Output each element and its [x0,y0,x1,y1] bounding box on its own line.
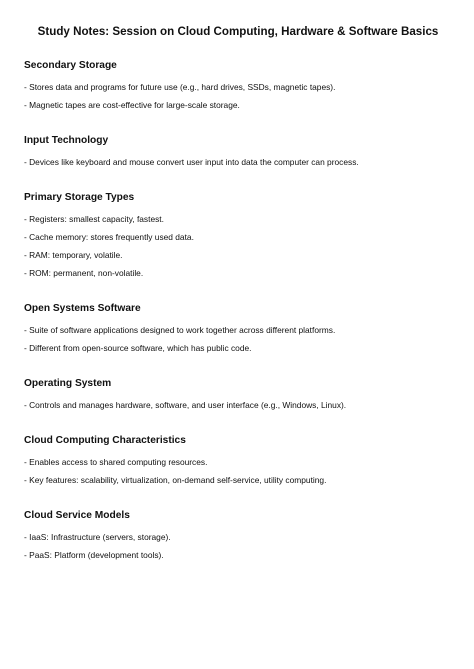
section-heading: Input Technology [24,135,109,146]
section-heading: Cloud Computing Characteristics [24,435,186,446]
section-spacer [24,118,452,134]
list-item: - Registers: smallest capacity, fastest. [24,214,164,224]
page-title: Study Notes: Session on Cloud Computing, Hardware & Software Basics [37,25,439,38]
bullet-list [24,214,452,278]
list-item: - Key features: scalability, virtualization, on-demand self-service, utility computing. [24,475,327,485]
section-operating-system [24,377,452,410]
list-item: - Suite of software applications designed to work together across different platforms. [24,325,336,335]
bullet-list [24,532,452,560]
section-cloud-service-models [24,509,452,560]
section-input-technology [24,134,452,167]
list-item: - Devices like keyboard and mouse convert user input into data the computer can process. [24,157,359,167]
bullet-list [24,457,452,485]
section-open-systems-software [24,302,452,353]
list-item: - Controls and manages hardware, software, and user interface (e.g., Windows, Linux). [24,400,347,410]
list-item: - Stores data and programs for future use (e.g., hard drives, SSDs, magnetic tapes). [24,82,336,92]
list-item: - ROM: permanent, non-volatile. [24,268,144,278]
list-item: - Different from open-source software, which has public code. [24,343,252,353]
section-heading: Cloud Service Models [24,510,130,521]
section-spacer [24,175,452,191]
section-heading: Primary Storage Types [24,192,135,203]
bullet-list [24,82,452,110]
list-item: - PaaS: Platform (development tools). [24,550,164,560]
list-item: - Enables access to shared computing resources. [24,457,208,467]
section-spacer [24,493,452,509]
list-item: - IaaS: Infrastructure (servers, storage). [24,532,171,542]
section-heading: Operating System [24,378,112,389]
section-heading: Secondary Storage [24,60,117,71]
section-spacer [24,418,452,434]
bullet-list [24,325,452,353]
section-secondary-storage [24,59,452,110]
bullet-list [24,400,452,410]
list-item: - Cache memory: stores frequently used data. [24,232,194,242]
section-spacer [24,286,452,302]
section-cloud-computing-characteristics [24,434,452,485]
section-heading: Open Systems Software [24,303,141,314]
list-item: - Magnetic tapes are cost-effective for large-scale storage. [24,100,240,110]
bullet-list [24,157,452,167]
section-primary-storage-types [24,191,452,278]
list-item: - RAM: temporary, volatile. [24,250,123,260]
section-spacer [24,361,452,377]
